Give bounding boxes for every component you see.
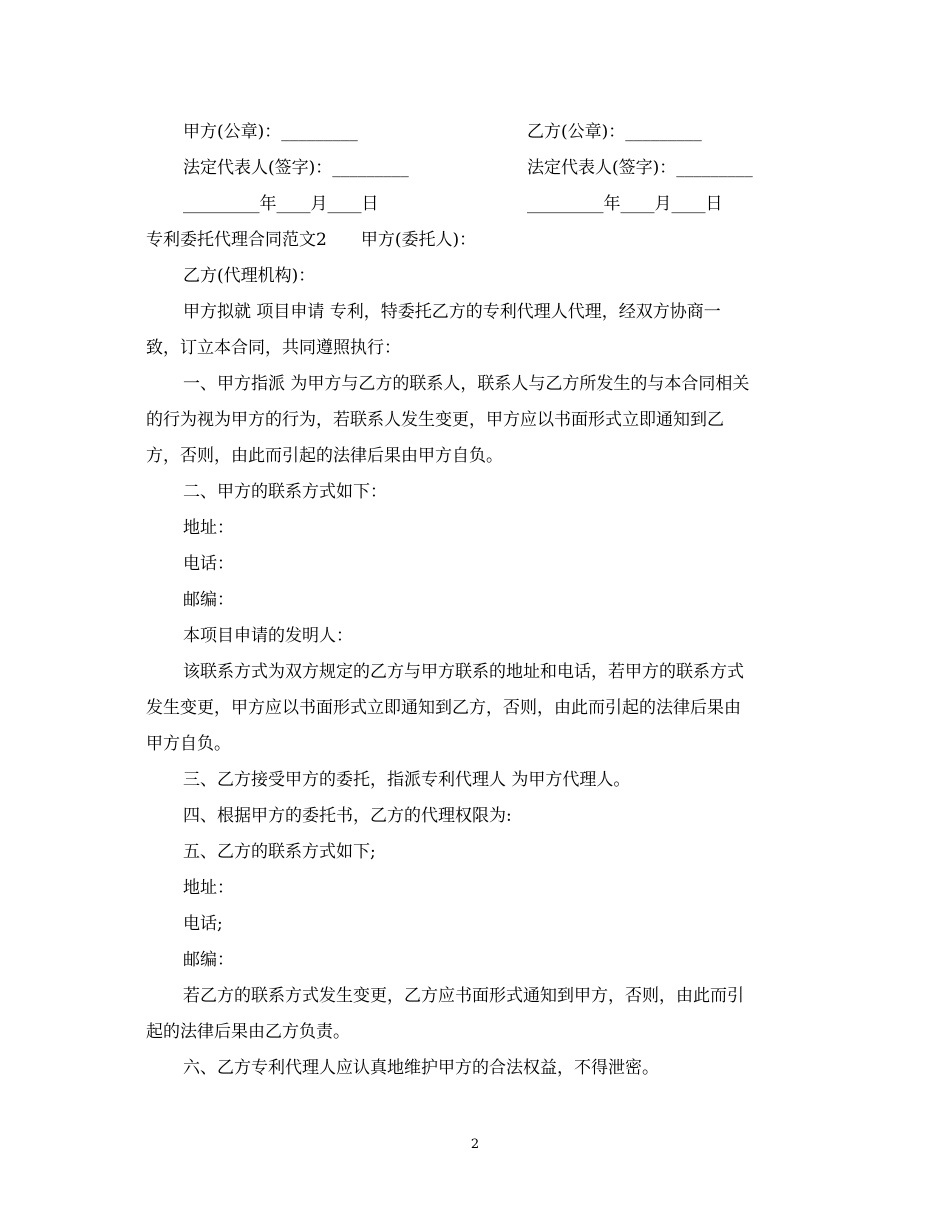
contact-note-line: 该联系方式为双方规定的乙方与甲方联系的地址和电话，若甲方的联系方式 [183,662,744,682]
party-b-phone: 电话; [183,914,223,934]
clause-3: 三、乙方接受甲方的委托，指派专利代理人 为甲方代理人。 [183,770,631,790]
contact-note-line: 甲方自负。 [146,734,231,754]
inventor-line: 本项目申请的发明人： [183,626,353,646]
party-a-phone: 电话： [183,554,234,574]
intro-paragraph-line: 甲方拟就 项目申请 专利，特委托乙方的专利代理人代理，经双方协商一 [183,302,721,322]
clause-5: 五、乙方的联系方式如下; [183,842,376,862]
party-b-change-line: 起的法律后果由乙方负责。 [146,1022,350,1042]
party-a-representative: 法定代表人(签字)：_________ [183,158,409,178]
document-heading: 专利委托代理合同范文2 甲方(委托人)： [146,230,477,250]
clause-1-line: 方，否则，由此而引起的法律后果由甲方自负。 [146,446,503,466]
party-b-seal: 乙方(公章)：_________ [527,122,702,142]
party-b-date: _________年____月____日 [527,194,723,214]
contact-note-line: 发生变更，甲方应以书面形式立即通知到乙方，否则，由此而引起的法律后果由 [146,698,741,718]
party-b-postcode: 邮编： [183,950,234,970]
clause-1-line: 一、甲方指派 为甲方与乙方的联系人，联系人与乙方所发生的与本合同相关 [183,374,750,394]
party-a-seal: 甲方(公章)：_________ [183,122,358,142]
party-a-date: _________年____月____日 [183,194,379,214]
intro-paragraph-line: 致，订立本合同，共同遵照执行： [146,338,401,358]
clause-4: 四、根据甲方的委托书，乙方的代理权限为: [183,806,512,826]
clause-2: 二、甲方的联系方式如下： [183,482,387,502]
party-a-postcode: 邮编： [183,590,234,610]
party-b-address: 地址： [183,878,234,898]
party-b-change-line: 若乙方的联系方式发生变更，乙方应书面形式通知到甲方，否则，由此而引 [183,986,744,1006]
party-a-address: 地址： [183,518,234,538]
party-b-agency: 乙方(代理机构)： [183,266,316,286]
clause-6: 六、乙方专利代理人应认真地维护甲方的合法权益，不得泄密。 [183,1058,659,1078]
page-number: 2 [470,1137,480,1152]
clause-1-line: 的行为视为甲方的行为，若联系人发生变更，甲方应以书面形式立即通知到乙 [146,410,724,430]
party-b-representative: 法定代表人(签字)：_________ [527,158,753,178]
